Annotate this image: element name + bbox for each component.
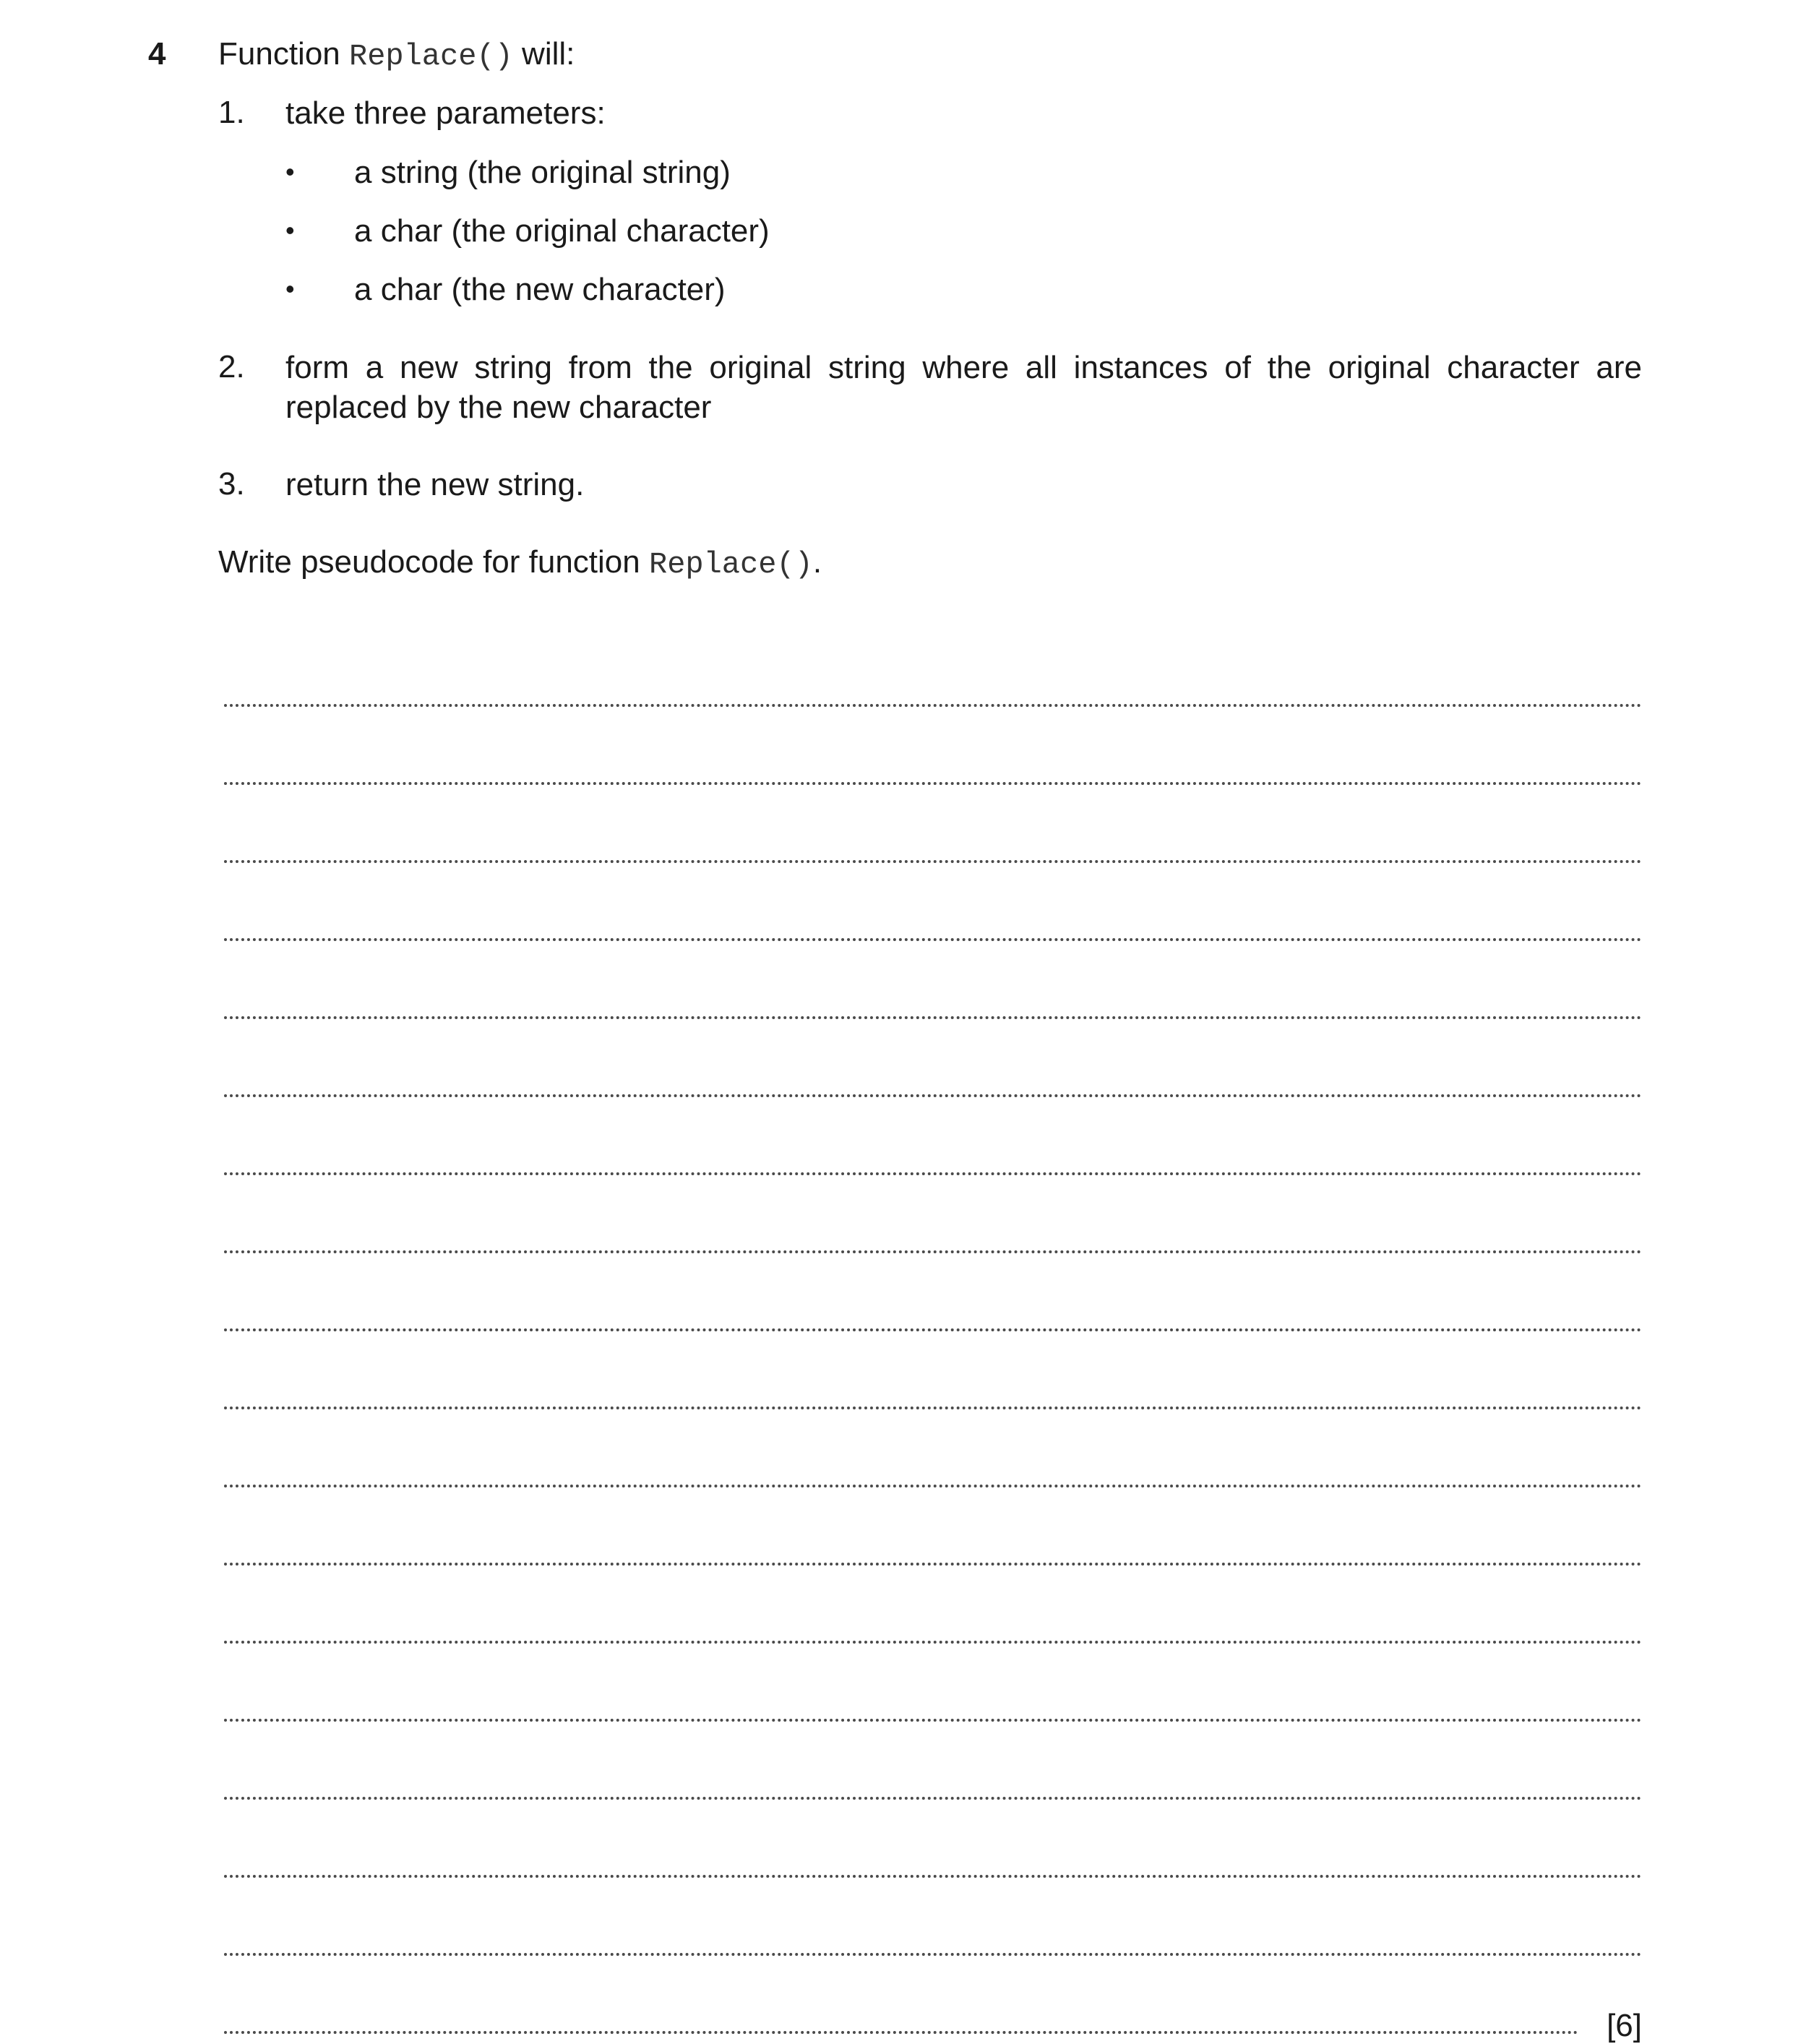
instruction-function-name: Replace()	[648, 547, 813, 582]
answer-line[interactable]	[224, 863, 1642, 941]
answer-line[interactable]	[224, 1566, 1642, 1644]
bullet-3-marker: •	[285, 274, 295, 304]
answer-line[interactable]	[224, 629, 1642, 707]
item-1-text: take three parameters:	[285, 95, 606, 131]
answer-line[interactable]	[224, 1800, 1642, 1878]
answer-line[interactable]	[224, 1722, 1642, 1800]
bullet-3-text: a char (the new character)	[354, 272, 726, 307]
bullet-2-marker: •	[285, 215, 295, 245]
bullet-1-text: a string (the original string)	[354, 155, 731, 190]
answer-line[interactable]	[224, 707, 1642, 785]
answer-line[interactable]	[224, 1331, 1642, 1409]
answer-line[interactable]	[224, 1409, 1642, 1487]
item-3-text: return the new string.	[285, 467, 585, 502]
intro-suffix: will:	[512, 36, 575, 72]
answer-line[interactable]	[224, 1253, 1642, 1331]
item-1-number: 1.	[218, 95, 245, 130]
marks-label: [6]	[1607, 2008, 1642, 2043]
instruction	[218, 541, 822, 586]
item-2-text: form a new string from the original string where all instances of the original character are replaced by the new character	[285, 350, 1642, 425]
question-number: 4	[148, 36, 166, 72]
answer-line[interactable]	[224, 1644, 1642, 1722]
item-3-number: 3.	[218, 466, 245, 502]
answer-line[interactable]	[224, 1956, 1642, 2043]
answer-line[interactable]	[224, 785, 1642, 863]
answer-area[interactable]	[224, 629, 1642, 2043]
question-intro	[218, 33, 575, 78]
answer-line[interactable]	[224, 1878, 1642, 1956]
answer-line[interactable]	[224, 941, 1642, 1019]
answer-line-dots	[224, 2031, 1578, 2034]
answer-line[interactable]	[224, 1019, 1642, 1097]
answer-line[interactable]	[224, 1487, 1642, 1566]
instruction-prefix: Write pseudocode for function	[218, 544, 649, 580]
bullet-1-marker: •	[285, 157, 295, 186]
item-2-number: 2.	[218, 349, 245, 385]
answer-line[interactable]	[224, 1175, 1642, 1253]
answer-line[interactable]	[224, 1097, 1642, 1175]
intro-prefix: Function	[218, 36, 349, 72]
function-name: Replace()	[348, 39, 513, 74]
instruction-suffix: .	[812, 544, 822, 580]
bullet-2-text: a char (the original character)	[354, 213, 770, 249]
